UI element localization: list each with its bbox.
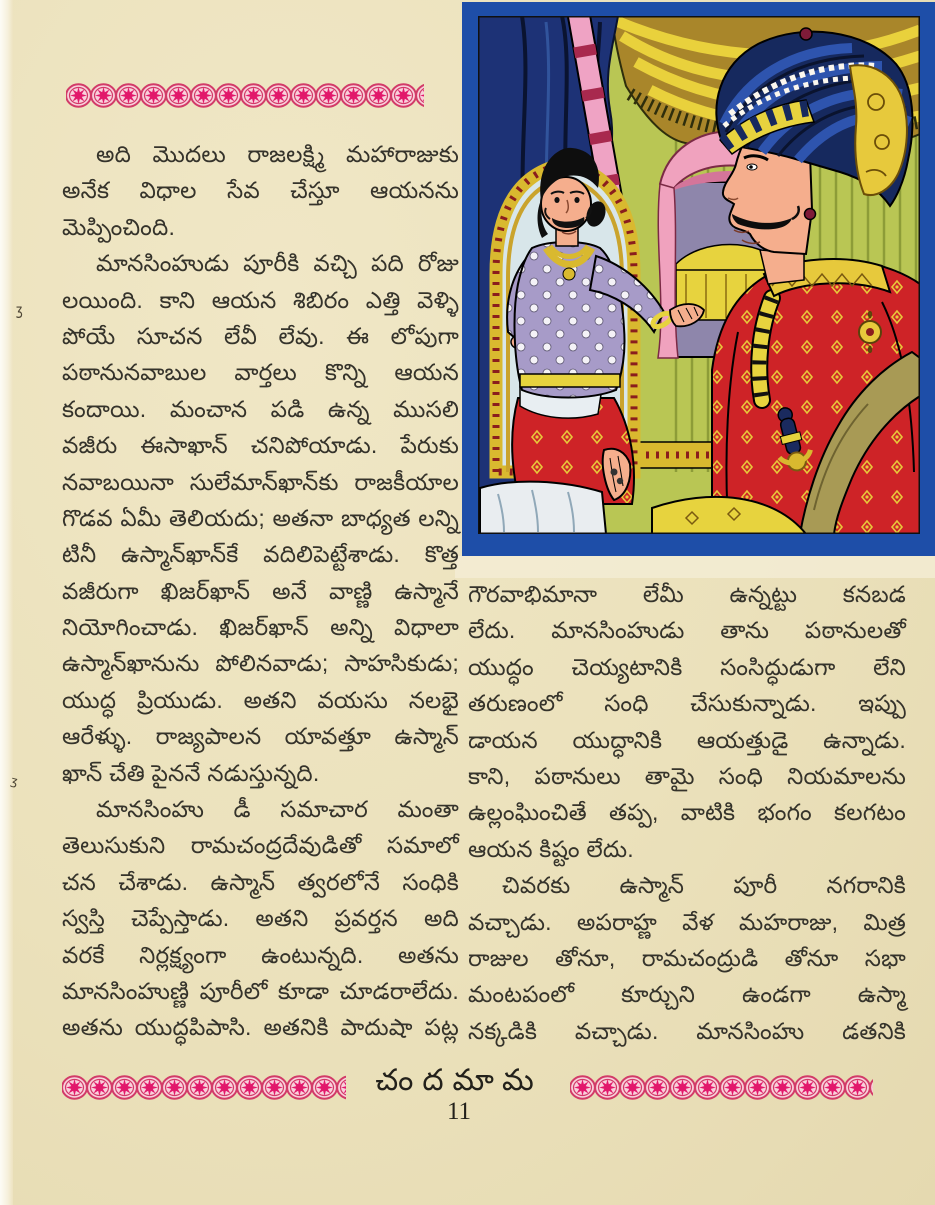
text-line: ఆయన కిష్టం లేదు. xyxy=(468,835,634,862)
text-column-left xyxy=(62,136,459,1046)
page-edge xyxy=(0,0,13,1205)
text-line: కందాయి. మంచాన పడి ఉన్న ముసలి xyxy=(62,395,459,422)
text-line: చివరకు ఉస్మాన్ పూరీ నగరానికి xyxy=(502,872,906,899)
text-line: వచ్చాడు. అపరాహ్ణ వేళ మహరాజు, మిత్ర xyxy=(468,908,906,935)
page-number: 11 xyxy=(446,1098,472,1125)
text-line: లేదు. మానసింహుడు తాను పఠానులతో xyxy=(468,617,906,644)
text-line: స్వస్తి చెప్పేస్తాడు. అతని ప్రవర్తన అది xyxy=(62,905,459,932)
text-line: వజీరు ఈసాఖాన్ చనిపోయాడు. పేరుకు xyxy=(62,432,459,459)
text-line: కాని, పఠానులు తామై సంధి నియమాలను xyxy=(468,762,906,789)
ornament-border-top xyxy=(66,79,424,112)
earring xyxy=(805,209,816,220)
pendant xyxy=(563,268,575,280)
text-line: ఆరేళ్ళు. రాజ్యపాలన యావత్తూ ఉస్మాన్ xyxy=(62,723,459,750)
text-line: అనేక విధాల సేవ చేస్తూ ఆయనను xyxy=(62,177,459,204)
text-line: చన చేశాడు. ఉస్మాన్ త్వరలోనే సంధికి xyxy=(62,868,459,895)
text-line: డాయన యుద్ధానికి ఆయత్తుడై ఉన్నాడు. xyxy=(468,726,906,753)
text-line: మానసింహుడు పూరీకి వచ్చి పది రోజు xyxy=(96,250,459,277)
binding-mark: ʒ xyxy=(9,773,20,789)
text-line: నక్కడికి వచ్చాడు. మానసింహు డతనికి xyxy=(468,1017,906,1044)
ornament-border-footer-right xyxy=(570,1071,873,1104)
paper-highlight xyxy=(455,556,935,578)
text-line: మంటపంలో కూర్చుని ఉండగా ఉస్మా xyxy=(468,981,906,1008)
magazine-title: చందమామ xyxy=(375,1064,543,1097)
text-line: వజీరుగా ఖిజర్‌ఖాన్ అనే వాణ్ణి ఉస్మానే xyxy=(62,577,459,604)
text-line: మానసింహు డీ సమాచార మంతా xyxy=(96,796,459,823)
eye xyxy=(749,165,753,169)
turban-knob xyxy=(800,28,812,40)
text-line: నవాబయినా సులేమాన్‌ఖాన్‌కు రాజకీయాల xyxy=(62,468,459,495)
text-line: రాజుల తోనూ, రామచంద్రుడి తోనూ సభా xyxy=(468,944,906,971)
text-line: తెలుసుకుని రామచంద్రదేవుడితో సమాలో xyxy=(62,832,459,859)
text-line: తరుణంలో సంధి చేసుకున్నాడు. ఇప్పు xyxy=(468,690,906,717)
text-column-right xyxy=(468,576,906,1049)
text-line: మెప్పించింది. xyxy=(62,213,176,240)
text-line: యుద్ధం చెయ్యటానికి సంసిద్ధుడుగా లేని xyxy=(468,653,906,680)
text-line: ఉల్లంఘించితే తప్ప, వాటికి భంగం కలగటం xyxy=(468,799,906,826)
text-line: అది మొదలు రాజలక్ష్మి మహారాజుకు xyxy=(96,141,459,167)
ring xyxy=(617,478,623,484)
text-line: మానసింహుణ్ణి పూరీలో కూడా చూడరాలేదు. xyxy=(62,977,459,1004)
text-line: టినీ ఉస్మాన్‌ఖాన్‌కే వదిలిపెట్టేశాడు. కొత్త xyxy=(62,541,459,568)
text-line: పోయే సూచన లేవీ లేవు. ఈ లోపుగా xyxy=(62,322,459,349)
text-line: నియోగించాడు. ఖిజర్‌ఖాన్ అన్ని విధాలా xyxy=(62,614,459,641)
text-line: గౌరవాభిమానా లేమీ ఉన్నట్టు కనబడ xyxy=(468,581,906,607)
text-line: అతను యుద్ధపిపాసి. అతనికి పాదుషా పట్ల xyxy=(62,1014,459,1041)
belt xyxy=(520,374,620,387)
text-line: ఉస్మాన్‌ఖానును పోలినవాడు; సాహసికుడు; xyxy=(62,650,459,677)
binding-mark: ʒ xyxy=(15,301,23,319)
text-line: యుద్ధ ప్రియుడు. అతని వయసు నలభై xyxy=(62,686,459,713)
neck xyxy=(760,250,804,284)
story-illustration xyxy=(462,2,935,556)
text-line: లయింది. కాని ఆయన శిబిరం ఎత్తి వెళ్ళి xyxy=(62,286,459,313)
ornament-border-footer-left xyxy=(62,1071,346,1104)
text-line: వరకే నిర్లక్ష్యంగా ఉంటున్నది. అతను xyxy=(62,941,459,968)
text-line: ఖాన్ చేతి పైననే నడుస్తున్నది. xyxy=(62,759,320,786)
text-line: పఠానునవాబుల వార్తలు కొన్ని ఆయన xyxy=(62,359,459,386)
ring xyxy=(611,469,618,476)
text-line: గొడవ ఏమీ తెలియదు; అతనా బాధ్యత లన్ని xyxy=(62,504,459,531)
